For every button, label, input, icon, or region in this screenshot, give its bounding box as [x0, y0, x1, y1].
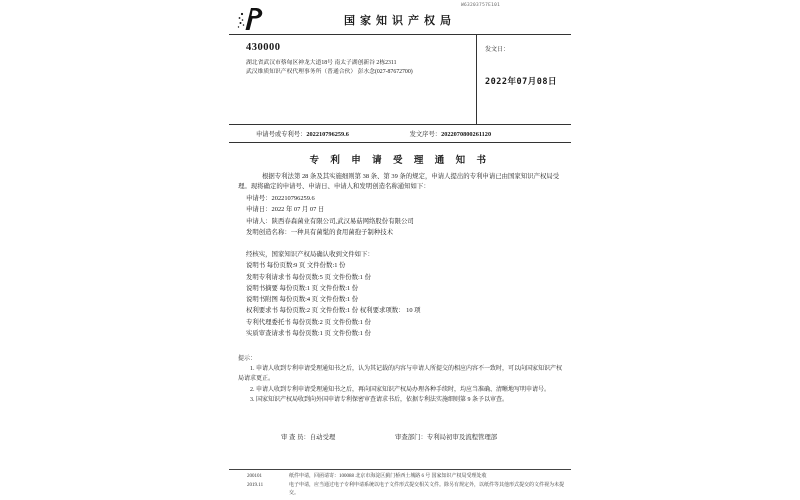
examiner-label: 审 查 员： [281, 434, 310, 442]
notes-label: 提示： [238, 356, 257, 363]
application-no-line: 申请号：202210796259.6 [246, 194, 315, 202]
note-item: 1. 申请人收到专利申请受理通知书之后，认为其记载的内容与申请人所提交的相应内容不一致时，可以向国家知识产权局请求更正。 [238, 366, 563, 383]
received-documents-section [238, 250, 562, 339]
application-number-value: 202210796259.6 [306, 131, 349, 138]
postal-code: 430000 [246, 42, 281, 53]
intro-paragraph: 根据专利法第 28 条及其实施细则第 38 条、第 39 条的规定，申请人提出的专利申请已由国家知识产权局受理。现将确定的申请号、申请日、申请人和发明创造名称通知如下： [238, 173, 560, 191]
application-number [256, 129, 408, 138]
cnipa-logo-icon [236, 6, 266, 37]
serial-number-label: 发文序号： [409, 131, 442, 138]
notice-page [229, 0, 571, 500]
recipient-band [229, 34, 571, 125]
serial-number-value: 2022070800261120 [441, 131, 492, 138]
print-code: W63203757E101 [461, 3, 501, 8]
issue-date-value: 2022年07月08日 [485, 77, 557, 87]
confirmation-line: 经核实，国家知识产权局确认收到文件如下： [246, 250, 374, 258]
footer-version-code: 2019.11 [247, 483, 264, 488]
document-item: 专利代理委托书 每份页数:2 页 文件份数:1 份 [246, 318, 371, 326]
address-line-1: 湖北省武汉市蔡甸区神龙大道18号 南太子湖创新谷 2栋2311 [246, 60, 397, 66]
examiner [281, 434, 335, 441]
invention-title-line: 发明创造名称：一种具有菌髦的食用菌孢子制种技术 [246, 229, 393, 237]
application-fields [246, 193, 562, 239]
department [395, 434, 497, 441]
document-item: 实质审查请求书 每份页数:1 页 文件份数:1 份 [246, 329, 371, 337]
recipient-address [246, 59, 476, 77]
office-name: 国家知识产权局 [344, 15, 456, 27]
department-label: 审查部门： [394, 434, 427, 442]
document-item: 说明书 每份页数:9 页 文件份数:1 份 [246, 262, 346, 270]
notice-title: 专 利 申 请 受 理 通 知 书 [309, 156, 491, 166]
page-header [229, 0, 571, 34]
document-item: 说明书摘要 每份页数:1 页 文件份数:1 份 [246, 284, 359, 292]
application-number-label: 申请号或专利号： [256, 131, 307, 138]
reference-row [229, 125, 571, 143]
footer-text: 电子申请，应当通过电子专利申请系统以电子文件形式提交相关文件。除另有规定外，以纸件等其他形式提交的文件视为未提交。 [289, 483, 565, 496]
filing-date-line: 申请日：2022 年 07 月 07 日 [246, 206, 325, 214]
document-list [246, 260, 562, 339]
page-footer [229, 469, 571, 498]
issue-date-label: 发文日： [485, 47, 510, 53]
notes-section [238, 354, 562, 405]
notice-body [238, 172, 562, 339]
footer-form-code: 200101 [247, 473, 262, 479]
examiner-value: 自动受理 [309, 434, 336, 442]
document-item: 权利要求书 每份页数:2 页 文件份数:1 份 权利要求项数： 10 项 [246, 307, 421, 315]
signoff-row [281, 432, 571, 441]
issue-date-box [476, 35, 571, 124]
recipient-block [229, 35, 476, 124]
document-item: 说明书附图 每份页数:4 页 文件份数:1 份 [246, 296, 359, 304]
department-value: 专利局初审及流程管理部 [426, 434, 498, 442]
note-item: 2. 申请人收到专利申请受理通知书之后，再向国家知识产权局办理各种手续时，均应当准确、清晰地写明申请号。 [250, 386, 551, 393]
serial-number [410, 131, 492, 138]
address-line-2: 武汉维质知识产权代理事务所（普通合伙） 彭水念(027-87672700) [246, 68, 413, 75]
document-item: 发明专利请求书 每份页数:5 页 文件份数:1 份 [246, 273, 371, 281]
note-item: 3. 国家知识产权局收到向外国申请专利保密审查请求书后，依据专利法实施细则第 9 条予以审查。 [250, 396, 509, 403]
footer-text: 纸件申请，回函请寄：100088 北京市海淀区蓟门桥西土城路 6 号 国家知识产权局受理处收 [289, 473, 487, 479]
applicant-line: 申请人：陕西春森菌业有限公司,武汉易菇网络股份有限公司 [246, 217, 414, 225]
